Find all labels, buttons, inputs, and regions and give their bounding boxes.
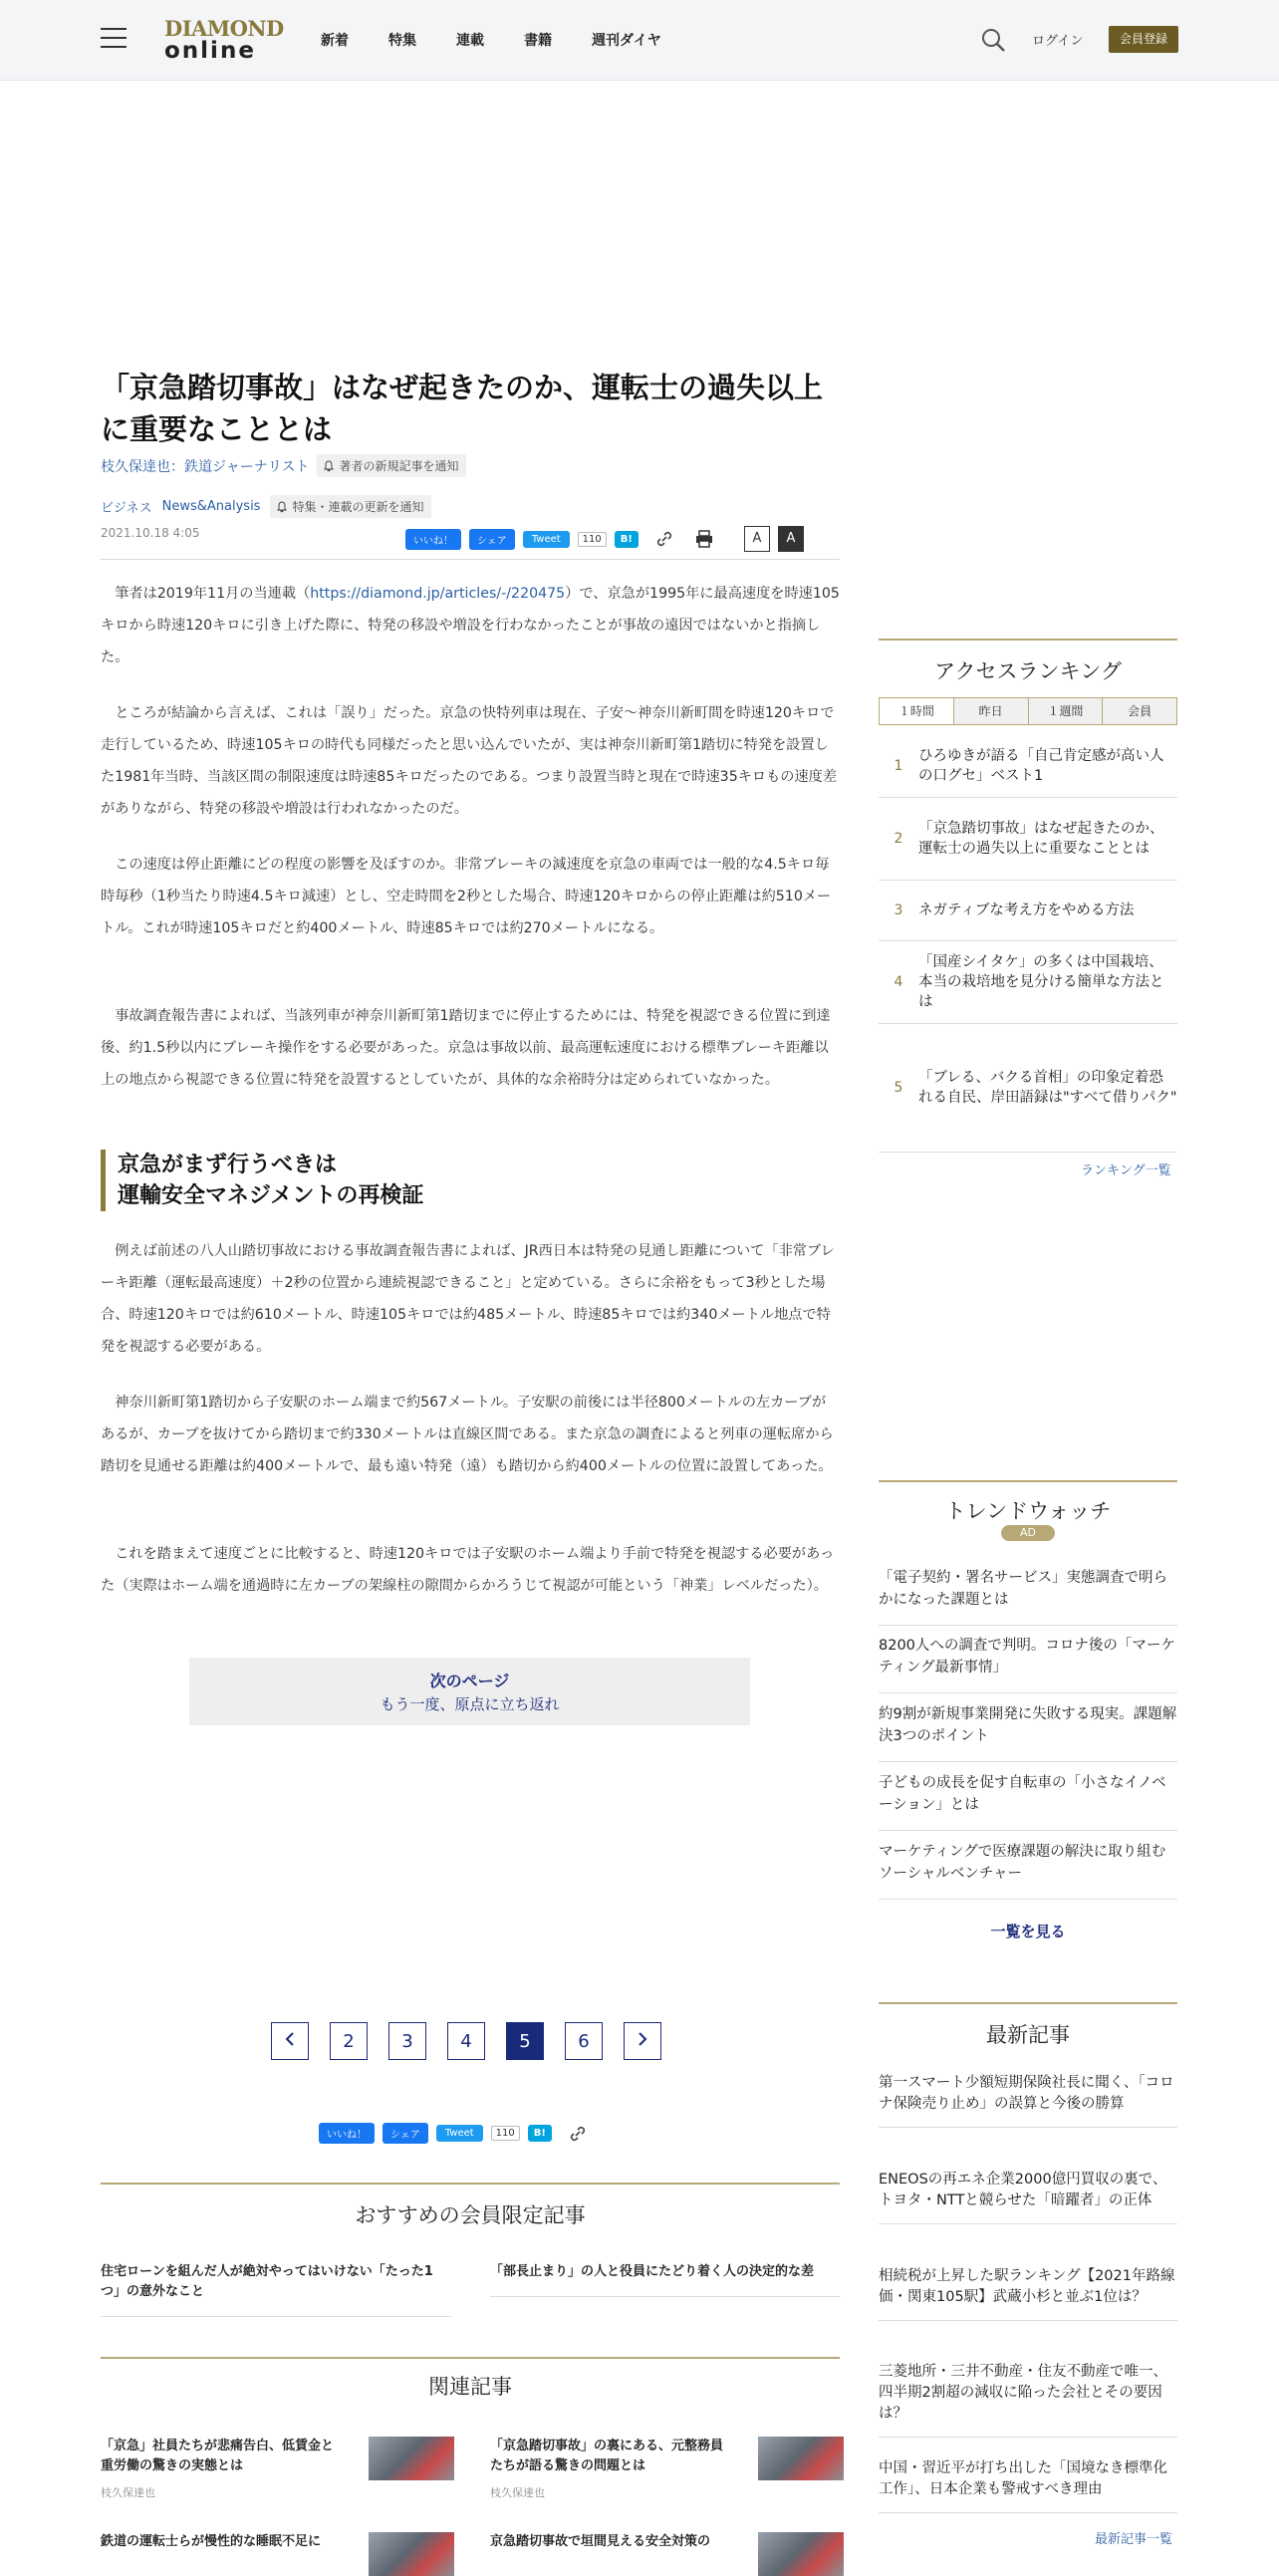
related-item-thumbnail xyxy=(369,2532,454,2576)
paragraph-2: ところが結論から言えば、これは「誤り」だった。京急の快特列車は現在、子安～神奈川新町間を時速120キロで走行しているため、時速105キロの時代も同様だったと思い込んでいたが、実は神奈川新町第1踏切に特発を設置した1981年当時、当該区間の制限速度は時速85キロだったのである。つまり設置当時と現在で時速35キロもの速度差がありながら、特発の移設や増設は行われなかったのだ。 xyxy=(101,705,838,817)
page-6-button[interactable]: 6 xyxy=(565,2022,603,2060)
ranking-more-link[interactable]: ランキング一覧 xyxy=(1081,1163,1171,1178)
login-link[interactable]: ログイン xyxy=(1032,34,1084,49)
rank-title: 「国産シイタケ」の多くは中国栽培、本当の栽培地を見分ける簡単な方法とは xyxy=(918,954,1164,1010)
page-4-button[interactable]: 4 xyxy=(447,2022,485,2060)
search-icon[interactable] xyxy=(980,27,1006,53)
related-item-author: 枝久保達也 xyxy=(490,2486,545,2499)
share-bar-top xyxy=(405,526,804,552)
nav-weekly-diamond[interactable]: 週刊ダイヤ xyxy=(592,33,661,49)
share-bar-bottom xyxy=(319,2123,588,2144)
hatena-button[interactable]: B! xyxy=(615,531,639,548)
recommended-item[interactable]: 住宅ローンを組んだ人が絶対やってはいけない「たった1つ」の意外なこと xyxy=(101,2262,451,2317)
article-link[interactable]: https://diamond.jp/articles/-/220475 xyxy=(310,586,566,602)
section-heading-line1: 京急がまず行うべきは xyxy=(118,1153,338,1177)
related-title: 関連記事 xyxy=(428,2375,512,2399)
ranking-item[interactable] xyxy=(879,881,1177,941)
rank-number: 5 xyxy=(894,1080,903,1096)
category-row xyxy=(101,495,431,518)
latest-item[interactable]: 中国・習近平が打ち出した「国境なき標準化工作」、日本企業も警戒すべき理由 xyxy=(879,2458,1177,2513)
latest-more-link[interactable]: 最新記事一覧 xyxy=(1095,2532,1173,2547)
facebook-share-button[interactable]: シェア xyxy=(383,2123,428,2144)
paragraph-5: 例えば前述の八人山踏切事故における事故調査報告書によれば、JR西日本は特発の見通し距離について「非常ブレーキ距離（運転最高速度）＋2秒の位置から連続視認できること」と定めている。さらに余裕をもって3秒とした場合、時速120キロでは約610メートル、時速105キロでは約485メートル、時速85キロでは約340メートル地点で特発を視認する必要がある。 xyxy=(101,1243,835,1355)
related-item[interactable] xyxy=(101,2437,454,2500)
section-heading-line2: 運輸安全マネジメントの再検証 xyxy=(118,1183,424,1208)
related-item-author: 枝久保達也 xyxy=(101,2486,155,2499)
category-business[interactable]: ビジネス xyxy=(101,501,152,516)
rank-number: 4 xyxy=(894,974,903,990)
paragraph-7: これを踏まえて速度ごとに比較すると、時速120キロでは子安駅のホーム端より手前で特発を視認する必要があった（実際はホーム端を通過時に左カーブの架線柱の隙間からかろうじて視認が可能という「神業」レベルだった）。 xyxy=(101,1546,835,1594)
related-item-title: 「京急踏切事故」の裏にある、元整務員たちが語る驚きの問題とは xyxy=(490,2439,724,2473)
font-size-small-button[interactable]: A xyxy=(744,526,770,552)
ad-badge: AD xyxy=(1001,1525,1055,1541)
page-5-button-current[interactable]: 5 xyxy=(506,2022,544,2060)
pagination xyxy=(271,2022,661,2060)
ranking-item[interactable] xyxy=(879,941,1177,1024)
prev-page-button[interactable] xyxy=(271,2022,309,2060)
logo-text-diamond: DIAMOND xyxy=(164,16,284,41)
page-3-button[interactable]: 3 xyxy=(388,2022,426,2060)
tweet-button[interactable]: Tweet xyxy=(436,2125,483,2142)
author-link[interactable]: 枝久保達也：鉄道ジャーナリスト xyxy=(101,458,310,475)
recommended-rule xyxy=(101,2183,840,2185)
tweet-button[interactable]: Tweet xyxy=(523,531,570,548)
nav-new[interactable]: 新着 xyxy=(321,33,349,49)
nav-features[interactable]: 特集 xyxy=(388,33,416,49)
ranking-title: アクセスランキング xyxy=(934,659,1122,683)
paragraph-3: この速度は停止距離にどの程度の影響を及ぼすのか。非常ブレーキの減速度を京急の車両では一般的な4.5キロ毎時毎秒（1秒当たり時速4.5キロ減速）とし、空走時間を2秒とした場合、時速120キロからの停止距離は約510メートル。これが時速105キロだと約400メートル、時速85キロでは約270メートルになる。 xyxy=(101,857,832,936)
chevron-right-icon xyxy=(637,2031,648,2047)
tab-members[interactable]: 会員 xyxy=(1102,698,1176,724)
bell-icon xyxy=(323,460,335,472)
section-heading xyxy=(101,1150,855,1211)
ranking-rule xyxy=(879,639,1177,641)
logo-text-online: online xyxy=(164,38,256,64)
rank-title: ネガティブな考え方をやめる方法 xyxy=(918,902,1135,918)
chevron-left-icon xyxy=(284,2031,296,2047)
recommended-title: おすすめの会員限定記事 xyxy=(355,2203,586,2227)
site-logo[interactable] xyxy=(164,16,284,64)
register-button[interactable]: 会員登録 xyxy=(1109,26,1178,53)
tweet-count: 110 xyxy=(491,2126,520,2141)
related-item-thumbnail xyxy=(369,2437,454,2480)
trend-item[interactable]: マーケティングで医療課題の解決に取り組むソーシャルベンチャー xyxy=(879,1841,1177,1900)
ranking-tabs xyxy=(879,697,1177,725)
trend-item[interactable]: 約9割が新規事業開発に失敗する現実。課題解決3つのポイント xyxy=(879,1703,1177,1762)
series-notify-label: 特集・連載の更新を通知 xyxy=(292,500,424,514)
divider xyxy=(101,559,840,560)
rank-title: ひろゆきが語る「自己肯定感が高い人の口グセ」ベスト1 xyxy=(918,748,1164,784)
link-icon[interactable] xyxy=(568,2124,588,2144)
related-item[interactable] xyxy=(490,2532,844,2552)
author-notify-button[interactable] xyxy=(317,454,466,477)
nav-books[interactable]: 書籍 xyxy=(524,33,552,49)
nav-series[interactable]: 連載 xyxy=(456,33,484,49)
related-item-thumbnail xyxy=(758,2532,844,2576)
tab-1-hour[interactable]: １時間 xyxy=(880,698,953,724)
site-header xyxy=(0,0,1279,81)
trend-item[interactable]: 「電子契約・署名サービス」実態調査で明らかになった課題とは xyxy=(879,1567,1177,1626)
global-nav xyxy=(321,30,701,50)
latest-item[interactable]: 相続税が上昇した駅ランキング【2021年路線価・関東105駅】武蔵小杉と並ぶ1位は？ xyxy=(879,2266,1177,2321)
page-2-button[interactable]: 2 xyxy=(330,2022,368,2060)
facebook-share-button[interactable]: シェア xyxy=(469,529,515,550)
latest-item[interactable]: 三菱地所・三井不動産・住友不動産で唯一、四半期2割超の減収に陥った会社とその要因は？ xyxy=(879,2362,1177,2438)
hatena-button[interactable]: B! xyxy=(528,2125,552,2142)
latest-item[interactable]: ENEOSの再エネ企業2000億円買収の裏で、トヨタ・NTTと競らせた「暗躍者」の正体 xyxy=(879,2170,1177,2224)
series-notify-button[interactable] xyxy=(270,495,431,518)
trend-title: トレンドウォッチ xyxy=(944,1499,1112,1523)
tab-1-week[interactable]: １週間 xyxy=(1028,698,1103,724)
recommended-item[interactable]: 「部長止まり」の人と役員にたどり着く人の決定的な差 xyxy=(490,2262,841,2297)
next-page-button[interactable] xyxy=(189,1658,750,1725)
facebook-like-button[interactable]: いいね！ xyxy=(405,529,461,550)
related-item-thumbnail xyxy=(758,2437,844,2480)
latest-title: 最新記事 xyxy=(986,2023,1070,2047)
latest-item[interactable]: 第一スマート少額短期保険社長に聞く、「コロナ保険売り止め」の誤算と今後の勝算 xyxy=(879,2073,1177,2128)
category-news-analysis[interactable]: News&Analysis xyxy=(161,499,261,514)
latest-rule xyxy=(879,2002,1177,2004)
publish-date: 2021.10.18 4:05 xyxy=(101,526,200,540)
p1-text-start: 筆者は2019年11月の当連載（ xyxy=(115,586,311,602)
related-item-title: 鉄道の運転士らが慢性的な睡眠不足に xyxy=(101,2534,322,2549)
rank-title: 「京急踏切事故」はなぜ起きたのか、運転士の過失以上に重要なこととは xyxy=(918,821,1164,857)
link-icon[interactable] xyxy=(654,529,674,549)
trend-item[interactable]: 8200人への調査で判明。コロナ後の「マーケティング最新事情」 xyxy=(879,1635,1177,1693)
tweet-count: 110 xyxy=(578,532,607,547)
rank-title: 「ブレる、バクる首相」の印象定着恐れる自民、岸田語録は"すべて借りパク" xyxy=(918,1070,1177,1106)
print-icon[interactable] xyxy=(694,529,714,549)
facebook-like-button[interactable]: いいね！ xyxy=(319,2123,375,2144)
related-item[interactable] xyxy=(490,2437,844,2500)
author-notify-label: 著者の新規記事を通知 xyxy=(339,459,459,473)
ranking-item[interactable] xyxy=(879,735,1177,798)
rank-number: 1 xyxy=(894,758,903,774)
related-item-title: 「京急」社員たちが悲痛告白、低賃金と重労働の驚きの実態とは xyxy=(101,2439,335,2473)
menu-icon[interactable] xyxy=(101,28,127,50)
paragraph-4: 事故調査報告書によれば、当該列車が神奈川新町第1踏切までに停止するためには、特発を視認できる位置に到達後、約1.5秒以内にブレーキ操作をする必要があった。京急は事故以前、最高運転速度における標準ブレーキ距離以上の地点から視認できる位置に特発を設置するとしていたが、具体的な余裕時分は定められていなかった。 xyxy=(101,1008,831,1088)
paragraph-6: 神奈川新町第1踏切から子安駅のホーム端まで約567メートル。子安駅の前後には半径800メートルの左カーブがあるが、カーブを抜けてから踏切まで約330メートルは直線区間である。また京急の調査によると列車の運転席から踏切を見通せる距離は約400メートルで、最も遠い特発（遠）も踏切から約400メートルの位置に設置してあった。 xyxy=(101,1395,834,1474)
rank-number: 2 xyxy=(894,831,903,847)
ranking-item[interactable] xyxy=(879,798,1177,881)
trend-item[interactable]: 子どもの成長を促す自転車の「小さなイノベーション」とは xyxy=(879,1772,1177,1831)
related-item[interactable] xyxy=(101,2532,454,2552)
article-title: 「京急踏切事故」はなぜ起きたのか、運転士の過失以上に重要なこととは xyxy=(101,371,824,446)
related-item-title: 京急踏切事故で垣間見える安全対策の xyxy=(490,2534,711,2549)
font-size-large-button[interactable]: A xyxy=(778,526,804,552)
ranking-item[interactable] xyxy=(879,1024,1177,1153)
rank-number: 3 xyxy=(894,902,903,918)
next-page-title: もう一度、原点に立ち返れ xyxy=(380,1695,560,1713)
trend-rule xyxy=(879,1480,1177,1482)
paragraph-1 xyxy=(101,578,840,673)
related-rule xyxy=(101,2357,840,2359)
trend-see-all-link[interactable]: 一覧を見る xyxy=(990,1923,1066,1940)
bell-icon xyxy=(276,501,288,513)
tab-yesterday[interactable]: 昨日 xyxy=(953,698,1028,724)
next-page-arrow-button[interactable] xyxy=(624,2022,661,2060)
next-page-label: 次のページ xyxy=(429,1672,510,1690)
p1-text-end: ）で、京急が1995年に最高速度を時速105キロから時速120キロに引き上げた際に、特発の移設や増設を行わなかったことが事故の遠因ではないかと指摘した。 xyxy=(101,586,840,665)
author-row xyxy=(101,454,466,477)
